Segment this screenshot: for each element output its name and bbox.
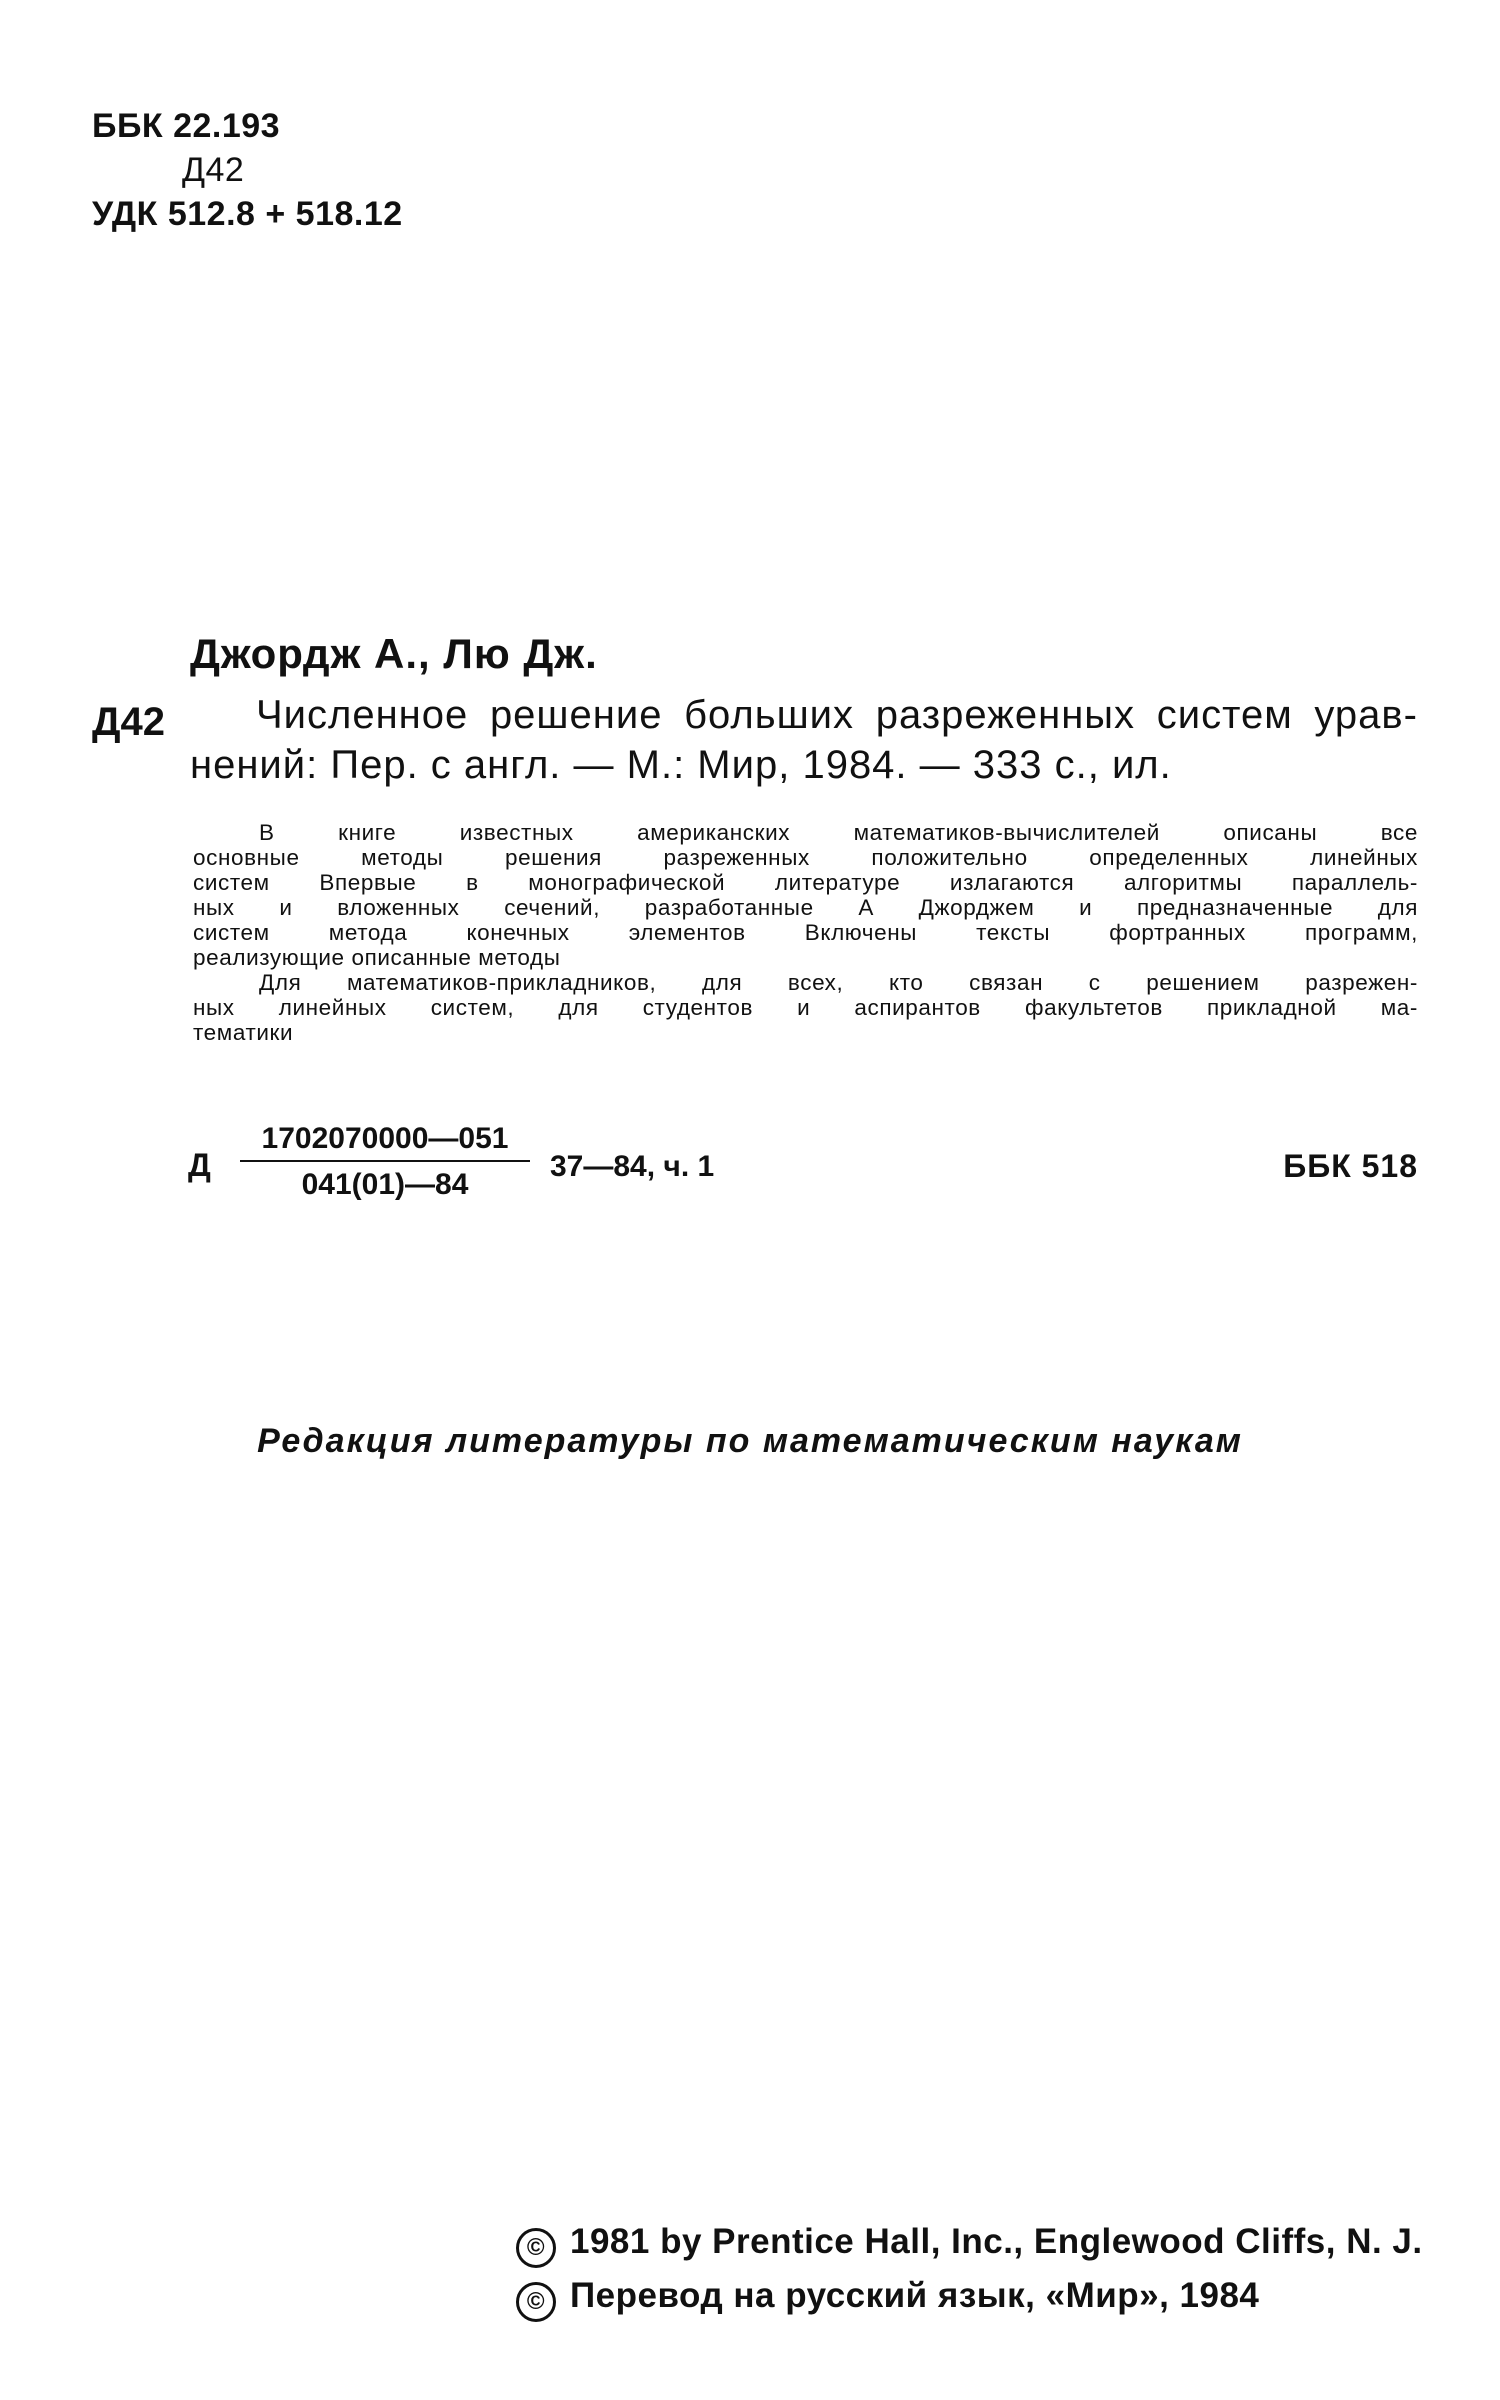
annotation-line: В книге известных американских математиков-вычислителей описаны все xyxy=(259,820,1418,845)
annotation-line: ных и вложенных сечений, разработанные А Джорджем и предназначенные для xyxy=(193,895,1418,920)
bbk-index: ББК 518 xyxy=(1283,1148,1418,1184)
copyright-icon: © xyxy=(516,2282,556,2322)
index-denominator: 041(01)—84 xyxy=(301,1168,469,1201)
copyright-translation xyxy=(516,2276,1259,2322)
annotation-line: ных линейных систем, для студентов и аспирантов факультетов прикладной ма- xyxy=(193,995,1418,1020)
copyright-original-text: 1981 by Prentice Hall, Inc., Englewood Cliffs, N. J. xyxy=(570,2222,1423,2261)
editorial-department: Редакция литературы по математическим наукам xyxy=(257,1422,1243,1460)
side-code: Д42 xyxy=(92,700,165,744)
annotation-line: тематики xyxy=(193,1020,294,1045)
annotation-line: реализующие описанные методы xyxy=(193,945,561,970)
udk-code: УДК 512.8 + 518.12 xyxy=(92,195,403,233)
bbk-code: ББК 22.193 xyxy=(92,107,281,145)
annotation-line: систем метода конечных элементов Включены тексты фортранных программ, xyxy=(193,920,1418,945)
copyright-original xyxy=(516,2222,1423,2268)
index-suffix: 37—84, ч. 1 xyxy=(550,1150,715,1183)
annotation-line: Для математиков-прикладников, для всех, кто связан с решением разрежен- xyxy=(259,970,1418,995)
index-prefix: Д xyxy=(188,1147,211,1183)
annotation xyxy=(193,820,1418,1045)
authors: Джордж А., Лю Дж. xyxy=(190,630,598,677)
index-numerator: 1702070000—051 xyxy=(261,1122,509,1155)
copyright-icon: © xyxy=(516,2228,556,2268)
title-line-2: нений: Пер. с англ. — М.: Мир, 1984. — 333 с., ил. xyxy=(190,743,1172,787)
author-mark: Д42 xyxy=(182,151,245,189)
book-title xyxy=(190,690,1418,790)
index-fraction xyxy=(240,1122,530,1202)
annotation-line: систем Впервые в монографической литературе излагаются алгоритмы параллель- xyxy=(193,870,1418,895)
copyright-translation-text: Перевод на русский язык, «Мир», 1984 xyxy=(570,2276,1260,2315)
title-line-1: Численное решение больших разреженных систем урав- xyxy=(256,693,1418,737)
annotation-line: основные методы решения разреженных положительно определенных линейных xyxy=(193,845,1418,870)
